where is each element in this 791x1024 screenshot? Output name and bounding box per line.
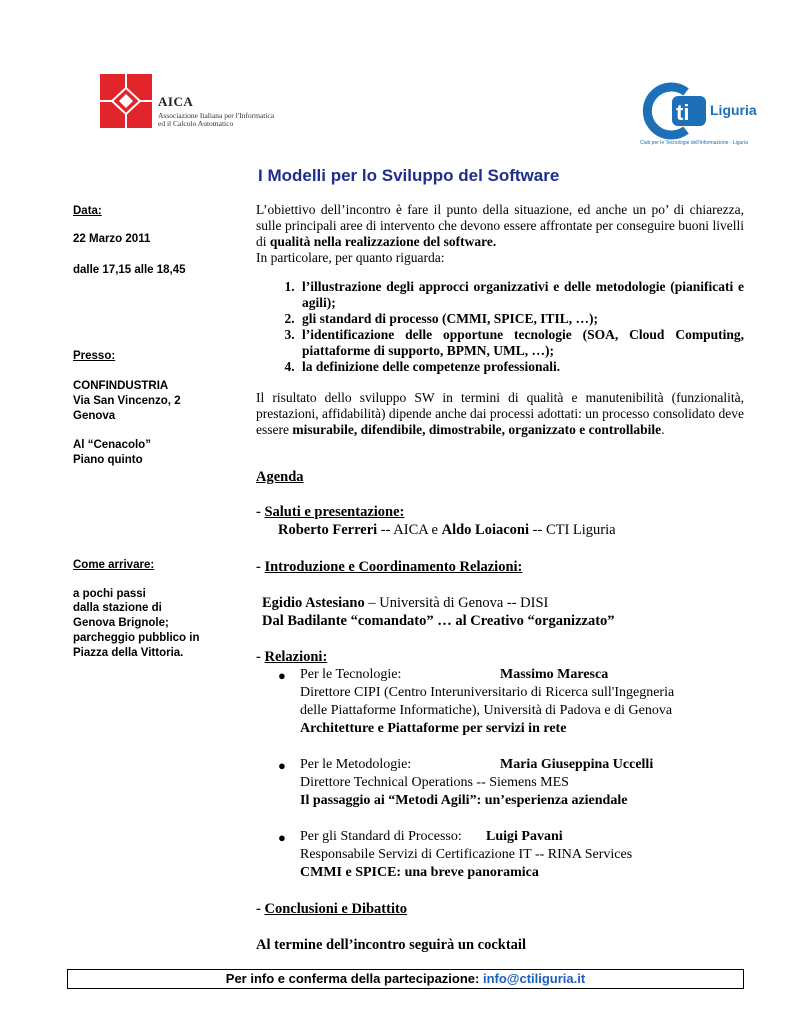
venue-line: Genova xyxy=(73,410,116,422)
conclusion-label: Conclusioni e Dibattito xyxy=(264,901,408,917)
cti-liguria-logo xyxy=(638,80,763,150)
footer-label: Per info e conferma della partecipazione: xyxy=(225,971,483,986)
list-item: 2. gli standard di processo (CMMI, SPICE, ITIL, …); xyxy=(298,311,744,327)
relazioni-label: Relazioni: xyxy=(264,649,328,665)
speaker-name: Roberto Ferreri xyxy=(278,522,378,538)
directions-line: a pochi passi xyxy=(73,588,146,600)
intro-talk-title: Dal Badilante “comandato” … al Creativo “organizzato” xyxy=(262,613,615,629)
aica-subtitle: ed il Calcolo Automatico xyxy=(158,119,234,128)
talk-speaker: Maria Giuseppina Uccelli xyxy=(500,757,654,772)
saluti-speakers xyxy=(278,521,616,539)
bullet-icon: ● xyxy=(278,830,286,845)
speaker-name: Egidio Astesiano xyxy=(262,595,365,611)
speaker-org: – Università di Genova -- DISI xyxy=(364,595,549,611)
result-end: . xyxy=(661,422,665,437)
talk-area: Per le Metodologie: xyxy=(300,757,412,772)
bullet-icon: ● xyxy=(278,668,286,683)
saluti-label: Saluti e presentazione: xyxy=(264,504,405,520)
cti-letters: ti xyxy=(676,100,690,125)
speaker-name: Aldo Loiaconi xyxy=(441,522,530,538)
talk-role: delle Piattaforme Informatiche), Università di Padova e di Genova xyxy=(300,703,673,718)
talk-area: Per gli Standard di Processo: xyxy=(300,829,462,844)
speaker-org: -- CTI Liguria xyxy=(529,522,616,538)
page-title: I Modelli per lo Sviluppo del Software xyxy=(258,166,560,185)
intro-text: L’obiettivo dell’incontro è fare il punto della situazione, ed anche un po’ di chiarezza, sulle principali aree di intervento che devono essere affrontate per conseguire buoni livelli di xyxy=(256,202,744,249)
agenda-heading: Agenda xyxy=(256,469,304,485)
speaker-org: -- AICA e xyxy=(377,522,442,538)
directions-line: parcheggio pubblico in xyxy=(73,632,200,644)
intro-heading xyxy=(256,558,522,576)
dash: - xyxy=(256,649,265,665)
room-line: Piano quinto xyxy=(73,454,143,466)
cti-c-icon xyxy=(638,80,718,140)
cocktail-note: Al termine dell’incontro seguirà un cocktail xyxy=(256,937,526,953)
saluti-heading xyxy=(256,503,404,521)
intro-highlight: qualità nella realizzazione del software. xyxy=(269,234,497,249)
talk-title: Architetture e Piattaforme per servizi in rete xyxy=(300,721,567,736)
venue-line: CONFINDUSTRIA xyxy=(73,380,169,392)
aica-mark-icon xyxy=(100,74,152,128)
talk-role: Direttore CIPI (Centro Interuniversitario di Ricerca sull'Ingegneria xyxy=(300,685,675,700)
relazioni-heading xyxy=(256,648,327,666)
conclusion-heading xyxy=(256,900,407,918)
list-item: 3. l’identificazione delle opportune tecnologie (SOA, Cloud Computing, piattaforme di supporto, BPMN, UML, …); xyxy=(298,327,744,359)
date-label: Data: xyxy=(73,205,102,217)
directions-line: Piazza della Vittoria. xyxy=(73,647,184,659)
intro-section xyxy=(256,202,744,438)
result-paragraph xyxy=(256,390,744,438)
intro-paragraph xyxy=(256,202,744,250)
venue-label: Presso: xyxy=(73,350,116,362)
list-item: 1. l’illustrazione degli approcci organizzativi e delle metodologie (pianificati e agili); xyxy=(298,279,744,311)
dash: - xyxy=(256,504,265,520)
intro-particolare: In particolare, per quanto riguarda: xyxy=(256,250,445,265)
result-highlight: misurabile, difendibile, dimostrabile, organizzato e controllabile xyxy=(292,422,662,437)
intro-speaker-line xyxy=(262,594,548,612)
room-line: Al “Cenacolo” xyxy=(73,439,151,451)
directions-line: dalla stazione di xyxy=(73,602,162,614)
talk-role: Direttore Technical Operations -- Siemens MES xyxy=(300,775,569,790)
topics-list xyxy=(256,279,744,375)
footer-info-box xyxy=(67,969,744,989)
contact-email-link[interactable]: info@ctiliguria.it xyxy=(482,971,586,986)
cti-name: Liguria xyxy=(710,102,757,118)
bullet-icon: ● xyxy=(278,758,286,773)
talk-role: Responsabile Servizi di Certificazione IT -- RINA Services xyxy=(300,847,633,862)
directions-line: Genova Brignole; xyxy=(73,617,169,629)
cti-tagline: Club per le Tecnologie dell'Informazione - Liguria xyxy=(640,140,748,146)
aica-logo xyxy=(100,74,300,134)
talk-speaker: Massimo Maresca xyxy=(500,667,609,682)
event-time: dalle 17,15 alle 18,45 xyxy=(73,264,186,276)
talk-speaker: Luigi Pavani xyxy=(486,829,563,844)
result-text: Il risultato dello sviluppo SW in termini di qualità e manutenibilità (funzionalità, prestazioni, affidabilità) dipende anche dai processi adottati: un processo consolidato deve essere xyxy=(256,390,744,437)
dash: - xyxy=(256,559,265,575)
dash: - xyxy=(256,901,265,917)
venue-line: Via San Vincenzo, 2 xyxy=(73,395,181,407)
talk-area: Per le Tecnologie: xyxy=(300,667,402,682)
talk-title: CMMI e SPICE: una breve panoramica xyxy=(300,865,539,880)
directions-label: Come arrivare: xyxy=(73,559,155,571)
aica-subtitle: Associazione Italiana per l'Informatica xyxy=(158,111,275,120)
list-item: 4. la definizione delle competenze professionali. xyxy=(298,359,744,375)
talk-title: Il passaggio ai “Metodi Agili”: un’esperienza aziendale xyxy=(300,793,628,808)
intro-heading-label: Introduzione e Coordinamento Relazioni: xyxy=(264,559,523,575)
event-date: 22 Marzo 2011 xyxy=(73,233,151,245)
aica-name: AICA xyxy=(158,94,194,109)
